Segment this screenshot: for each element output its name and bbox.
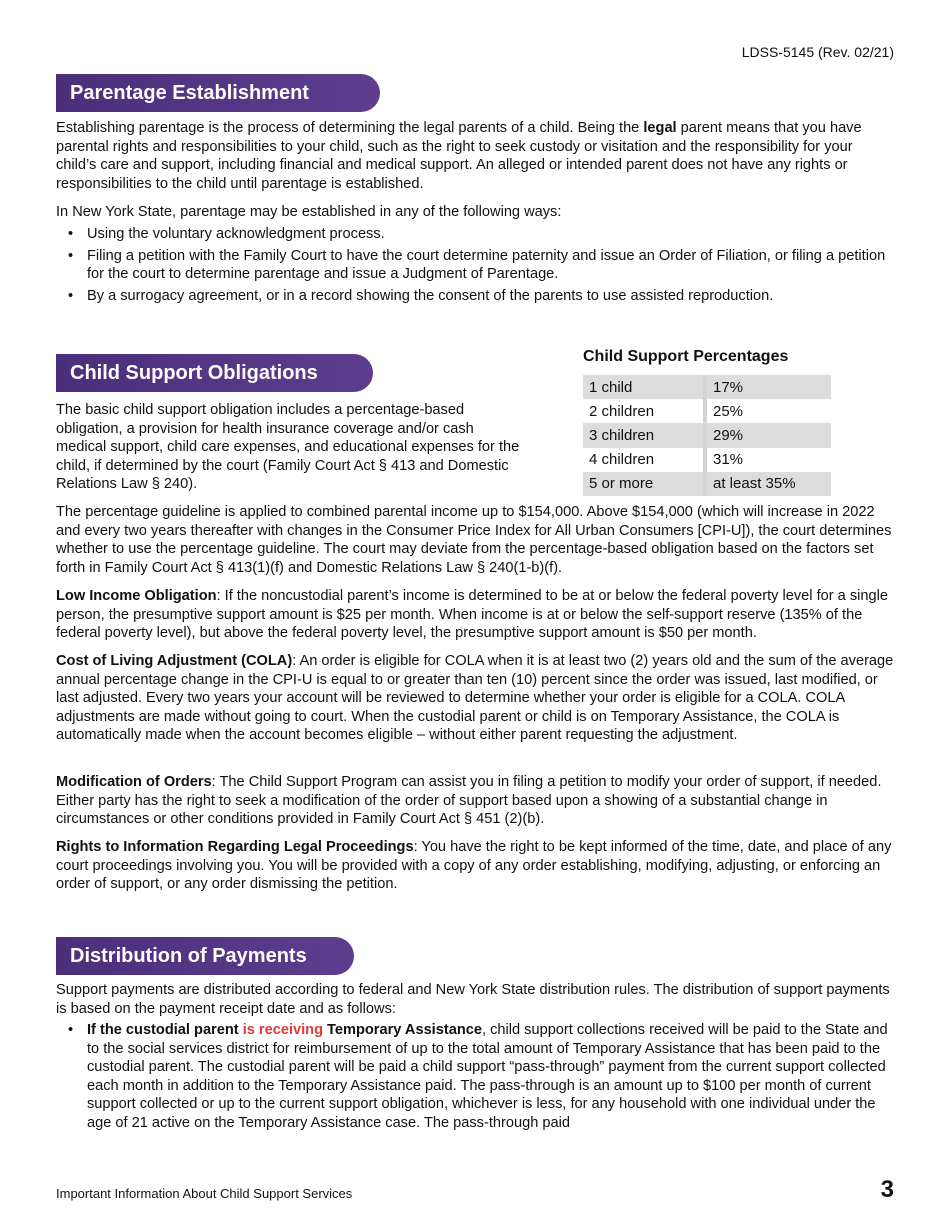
- footer-text: Important Information About Child Support Services: [56, 1186, 353, 1201]
- percentages-table-title: Child Support Percentages: [583, 348, 789, 365]
- list-item: • By a surrogacy agreement, or in a record showing the consent of the parents to use assisted reproduction.: [56, 287, 896, 306]
- form-number: LDSS-5145 (Rev. 02/21): [741, 44, 894, 60]
- table-row: [583, 375, 831, 399]
- table-cell-label: 5 or more: [583, 472, 705, 496]
- parentage-intro: Establishing parentage is the process of determining the legal parents of a child. Being the legal parent means that you have parental rights and responsibilities to your child, such as the right to seek custody or visitation and the responsibility for your child’s care and support, including financial and medical support. An alleged or intended parent does not have any rights or responsibilities to the child until parentage is established.: [56, 120, 862, 192]
- list-item: • Filing a petition with the Family Court to have the court determine paternity and issue an Order of Filiation, or filing a petition for the court to determine parentage and issue a Judgment of Parentage.: [56, 247, 896, 284]
- list-item: • If the custodial parent is receiving Temporary Assistance, child support collections received will be paid to the State and to the social services district for reimbursement of up to the total amount of Temporary Assistance that has been paid to the custodial parent. The custodial parent will be paid a child support “pass-through” payment from the current support collected each month in addition to the Temporary Assistance paid. The pass-through is an amount up to $100 per month of current support collected or up to the current support obligation, whichever is less, for any household with one individual under the age of 21 active on the Temporary Assistance case. The pass-through paid: [56, 1021, 896, 1133]
- legal-proceedings-text: Rights to Information Regarding Legal Proceedings: You have the right to be kept informed of the time, date, and place of any court proceedings involving you. You will be provided with a copy of any order establishing, modifying, adjusting, or enforcing an order of support, or any order dismissing the petition.: [56, 839, 892, 893]
- distribution-list: [56, 1021, 896, 1136]
- table-row: [583, 423, 831, 447]
- table-cell-label: 2 children: [583, 399, 705, 423]
- basic-obligation-text: The basic child support obligation includes a percentage-based obligation, a provision for health insurance coverage and/or cash medical support, child care expenses, and educational expenses for the child, if determined by the court (Family Court Act § 413 and Domestic Relations Law § 240).: [56, 402, 520, 493]
- low-income-text: Low Income Obligation: If the noncustodial parent’s income is determined to be at or below the federal poverty level for a single person, the presumptive support amount is $25 per month. When income is at or below the self-support reserve (135% of the federal poverty level), but above the federal poverty level, the presumptive support amount is $50 per month.: [56, 588, 888, 642]
- distribution-intro: Support payments are distributed according to federal and New York State distribution rules. The distribution of support payments is based on the payment receipt date and as follows:: [56, 982, 890, 1017]
- table-cell-label: 4 children: [583, 448, 705, 472]
- percentages-table: [583, 375, 831, 496]
- table-cell-value: 25%: [713, 402, 744, 420]
- section-heading-parentage: Parentage Establishment: [56, 74, 380, 112]
- table-row: [583, 399, 831, 423]
- list-item: • Using the voluntary acknowledgment process.: [56, 225, 896, 244]
- parentage-ways-intro: In New York State, parentage may be established in any of the following ways:: [56, 204, 562, 220]
- table-row: [583, 448, 831, 472]
- table-row: [583, 472, 831, 496]
- parentage-ways-list: [56, 225, 896, 308]
- section-heading-distribution: Distribution of Payments: [56, 937, 354, 975]
- table-cell-value: 17%: [705, 375, 831, 399]
- table-cell-label: 3 children: [583, 423, 705, 447]
- cola-text: Cost of Living Adjustment (COLA): An order is eligible for COLA when it is at least two (2) years old and the sum of the average annual percentage change in the CPI-U is equal to or greater than ten (10) percent since the order was issued, last modified, or last adjusted. Every two years your account will be reviewed to determine whether your order is eligible for a COLA. COLA adjustments are made without going to court. When the custodial parent or child is on Temporary Assistance, the COLA is automatically made when the account becomes eligible – without either parent requesting the adjustment.: [56, 653, 894, 744]
- table-cell-value: 31%: [713, 451, 744, 469]
- section-heading-child-support-obligations: Child Support Obligations: [56, 354, 373, 392]
- table-cell-value: at least 35%: [705, 472, 831, 496]
- table-cell-value: 29%: [705, 423, 831, 447]
- percentage-guideline-text: The percentage guideline is applied to combined parental income up to $154,000. Above $154,000 (which will increase in 2022 and every two years thereafter with changes in the Consumer Price Index for All Urban Consumers [CPI-U]), the court determines whether to use the percentage guideline. The court may deviate from the percentage-based obligation based on the factors set forth in Family Court Act § 413(1)(f) and Domestic Relations Law § 240(1-b)(f).: [56, 504, 892, 576]
- page-number: 3: [880, 1176, 894, 1203]
- table-cell-label: 1 child: [583, 375, 705, 399]
- modification-text: Modification of Orders: The Child Support Program can assist you in filing a petition to modify your order of support, if needed. Either party has the right to seek a modification of the order of support based upon a showing of a substantial change in circumstances or other conditions provided in Family Court Act § 451 (2)(b).: [56, 774, 882, 828]
